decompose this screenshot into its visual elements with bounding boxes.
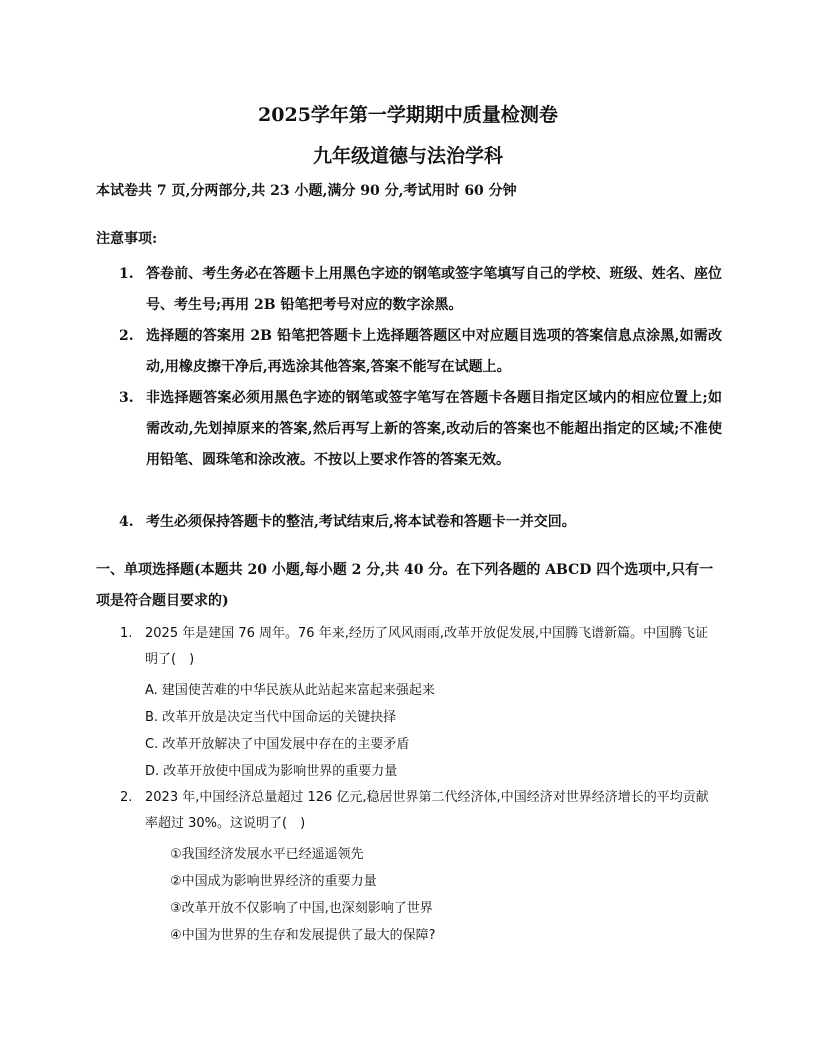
question-number: 1. (120, 626, 133, 641)
question-stem: 2023 年,中国经济总量超过 126 亿元,稳居世界第二代经济体,中国经济对世界经济增长的平均贡献率超过 30%。这说明了( ) (145, 790, 709, 831)
note-number: 3. (119, 390, 134, 406)
option-c: C. 改革开放解决了中国发展中存在的主要矛盾 (145, 737, 410, 752)
exam-title: 2025学年第一学期期中质量检测卷 (258, 104, 558, 126)
statement-4: ④中国为世界的生存和发展提供了最大的保障? (170, 928, 436, 943)
option-a: A. 建国使苦难的中华民族从此站起来富起来强起来 (145, 683, 435, 698)
note-number: 4. (119, 514, 134, 530)
option-b: B. 改革开放是决定当代中国命运的关键抉择 (145, 710, 397, 725)
note-text: 选择题的答案用 2B 铅笔把答题卡上选择题答题区中对应题目选项的答案信息点涂黑,如需改动,用橡皮擦干净后,再选涂其他答案,答案不能写在试题上。 (146, 328, 722, 375)
option-d: D. 改革开放使中国成为影响世界的重要力量 (145, 764, 398, 779)
note-item (119, 259, 722, 321)
note-text: 考生必须保持答题卡的整洁,考试结束后,将本试卷和答题卡一并交回。 (146, 514, 576, 530)
note-item (119, 507, 722, 538)
exam-info: 本试卷共 7 页,分两部分,共 23 小题,满分 90 分,考试用时 60 分钟 (96, 183, 517, 199)
note-text: 答卷前、考生务必在答题卡上用黑色字迹的钢笔或签字笔填写自己的学校、班级、姓名、座位号、考生号;再用 2B 铅笔把考号对应的数字涂黑。 (146, 266, 722, 313)
section-heading: 一、单项选择题(本题共 20 小题,每小题 2 分,共 40 分。在下列各题的 ABCD 四个选项中,只有一项是符合题目要求的) (96, 562, 714, 609)
note-item (119, 383, 722, 476)
statement-1: ①我国经济发展水平已经遥遥领先 (170, 847, 364, 862)
note-item (119, 321, 722, 383)
note-text: 非选择题答案必须用黑色字迹的钢笔或签字笔写在答题卡各题目指定区域内的相应位置上;如需改动,先划掉原来的答案,然后再写上新的答案,改动后的答案也不能超出指定的区域;不准使用铅笔、圆珠笔和涂改液。不按以上要求作答的答案无效。 (146, 390, 722, 468)
note-number: 1. (119, 266, 134, 282)
exam-subject: 九年级道德与法治学科 (312, 145, 503, 167)
question-stem: 2025 年是建国 76 周年。76 年来,经历了风风雨雨,改革开放促发展,中国腾飞谱新篇。中国腾飞证明了( ) (145, 626, 709, 667)
question-1 (120, 621, 720, 673)
statement-3: ③改革开放不仅影响了中国,也深刻影响了世界 (170, 901, 433, 916)
question-2 (120, 785, 720, 837)
notes-heading: 注意事项: (96, 231, 158, 247)
note-number: 2. (119, 328, 134, 344)
statement-2: ②中国成为影响世界经济的重要力量 (170, 874, 377, 889)
question-number: 2. (120, 790, 133, 805)
